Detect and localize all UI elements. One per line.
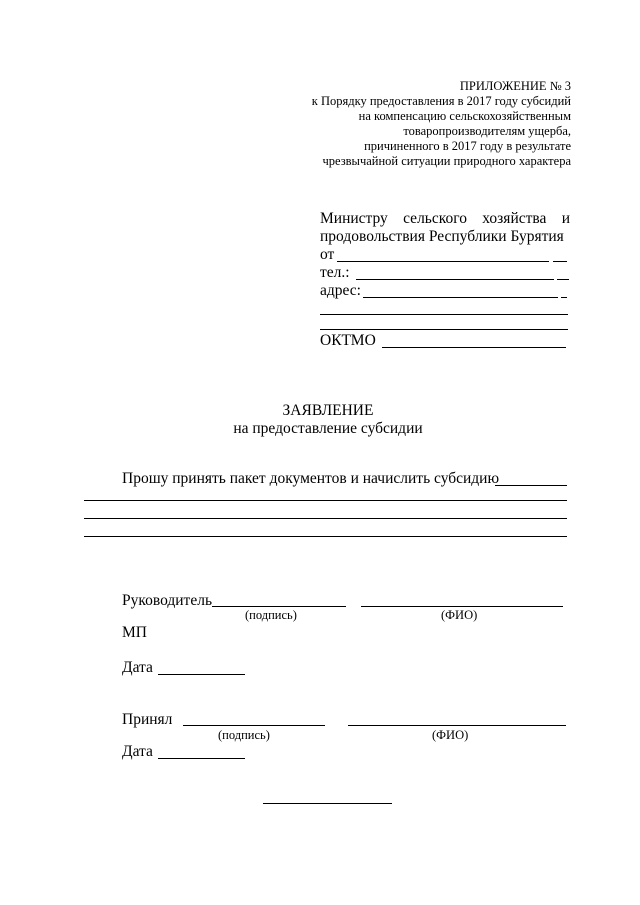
date-field[interactable] <box>158 674 245 675</box>
address-field-tail <box>561 297 567 298</box>
request-line-2[interactable] <box>84 518 567 519</box>
request-text: Прошу принять пакет документов и начислить субсидию <box>122 470 500 487</box>
document-title: ЗАЯВЛЕНИЕ <box>282 402 374 419</box>
address-line-2[interactable] <box>320 314 568 315</box>
from-field-tail <box>553 261 567 262</box>
request-line-3[interactable] <box>84 536 567 537</box>
date-label: Дата <box>122 659 153 676</box>
oktmo-label: ОКТМО <box>320 332 376 349</box>
stamp-label: МП <box>122 624 147 641</box>
appendix-line: чрезвычайной ситуации природного характера <box>322 154 571 168</box>
appendix-line: на компенсацию сельскохозяйственным <box>358 109 571 123</box>
from-label: от <box>320 246 335 263</box>
closing-separator <box>263 803 392 804</box>
request-line-1[interactable] <box>84 500 567 501</box>
document-subtitle: на предоставление субсидии <box>233 420 423 437</box>
appendix-line: ПРИЛОЖЕНИЕ № 3 <box>459 79 571 93</box>
accepted-signature-field[interactable] <box>183 725 325 726</box>
accepted-signature-caption: (подпись) <box>218 728 270 742</box>
address-field[interactable] <box>363 297 558 298</box>
phone-field-tail <box>557 279 569 280</box>
head-name-field[interactable] <box>361 606 563 607</box>
addressee-line-1: Министру сельского хозяйства и <box>320 210 570 227</box>
subsidy-field[interactable] <box>495 485 567 486</box>
phone-field[interactable] <box>356 279 554 280</box>
head-signature-field[interactable] <box>212 606 346 607</box>
accepted-date-label: Дата <box>122 743 153 760</box>
accepted-date-field[interactable] <box>158 758 245 759</box>
phone-label: тел.: <box>320 264 350 281</box>
appendix-line: к Порядку предоставления в 2017 году субсидий <box>311 94 571 108</box>
appendix-line: причиненного в 2017 году в результате <box>364 139 571 153</box>
from-field[interactable] <box>337 261 549 262</box>
address-label: адрес: <box>320 282 361 299</box>
accepted-name-caption: (ФИО) <box>432 728 469 742</box>
address-line-3[interactable] <box>320 329 568 330</box>
head-label: Руководитель <box>122 592 213 609</box>
accepted-name-field[interactable] <box>348 725 566 726</box>
accepted-label: Принял <box>122 711 173 728</box>
oktmo-field[interactable] <box>382 347 566 348</box>
head-signature-caption: (подпись) <box>245 608 297 622</box>
head-name-caption: (ФИО) <box>441 608 478 622</box>
appendix-line: товаропроизводителям ущерба, <box>403 124 571 138</box>
addressee-line-2: продовольствия Республики Бурятия <box>320 228 564 245</box>
